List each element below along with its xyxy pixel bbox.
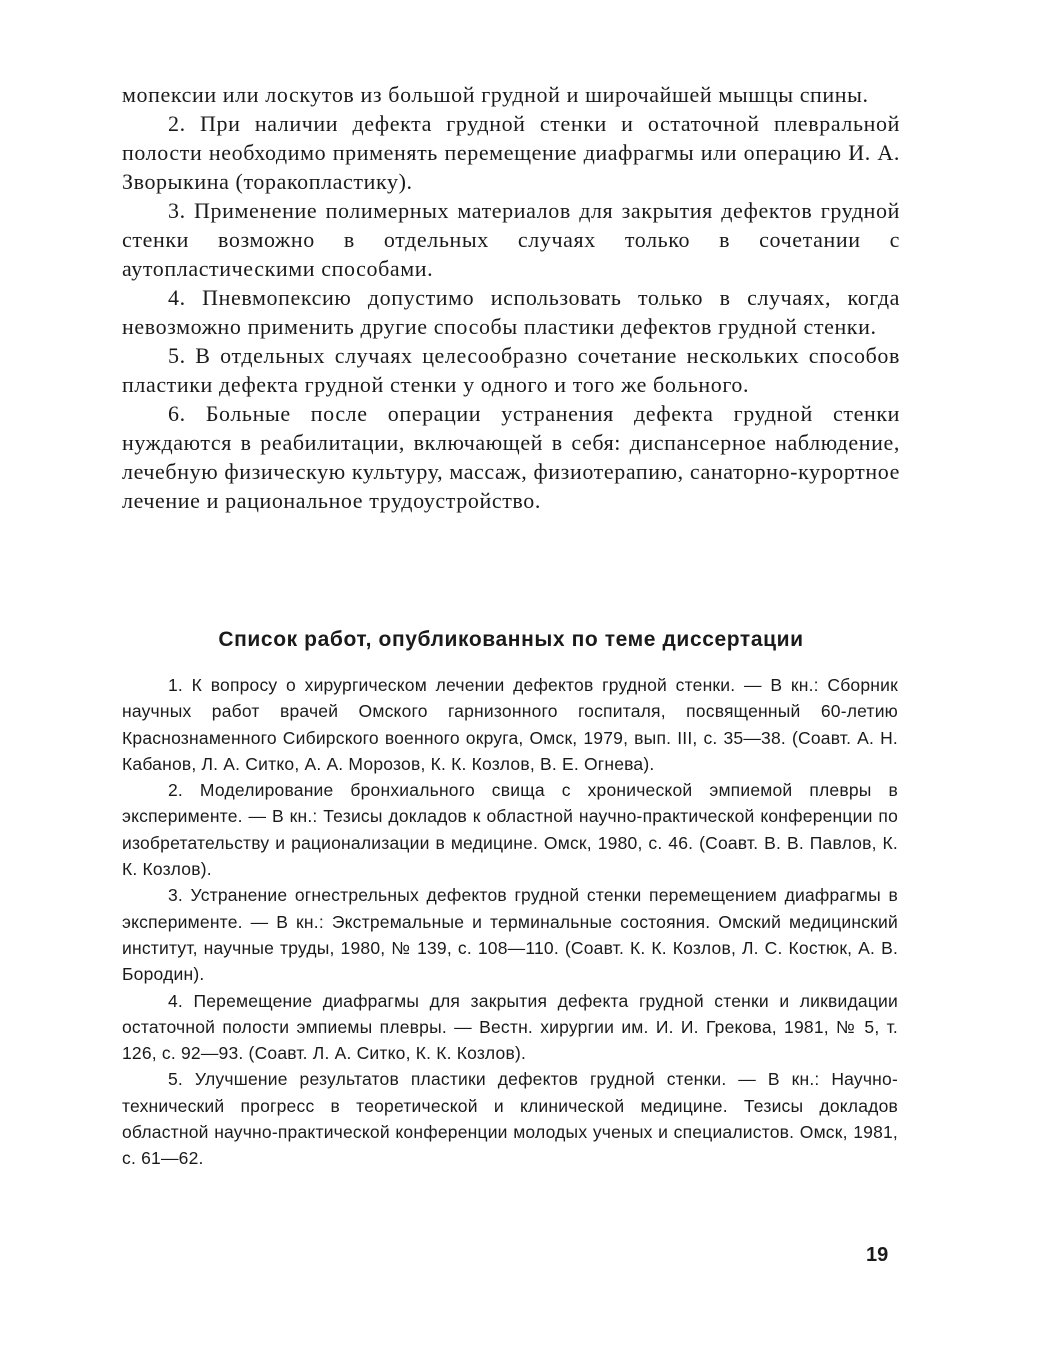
section-title: Список работ, опубликованных по теме диссертации	[218, 628, 804, 651]
publications-list	[122, 672, 898, 1172]
conclusion-item-4: 4. Пневмопексию допустимо использовать только в случаях, когда невозможно применить другие способы пластики дефектов грудной стенки.	[122, 285, 900, 339]
conclusions-list	[122, 80, 900, 515]
page-number: 19	[866, 1244, 889, 1266]
publication-item-1: 1. К вопросу о хирургическом лечении дефектов грудной стенки. — В кн.: Сборник научных работ врачей Омского гарнизонного госпиталя, посвященный 60-летию Краснознаменного Сибирского военного округа, Омск, 1979, вып. III, с. 35—38. (Соавт. А. Н. Кабанов, Л. А. Ситко, А. А. Морозов, К. К. Козлов, В. Е. Огнева).	[122, 675, 898, 774]
publication-item-5: 5. Улучшение результатов пластики дефектов грудной стенки. — В кн.: Научно-технический прогресс в теоретической и клинической медицине. Тезисы докладов областной научно-практической конференции молодых ученых и специалистов. Омск, 1981, с. 61—62.	[122, 1069, 898, 1169]
publication-item-3: 3. Устранение огнестрельных дефектов грудной стенки перемещением диафрагмы в эксперименте. — В кн.: Экстремальные и терминальные состояния. Омский медицинский институт, научные труды, 1980, № 139, с. 108—110. (Соавт. К. К. Козлов, Л. С. Костюк, А. В. Бородин).	[122, 885, 898, 985]
conclusion-item-2: 2. При наличии дефекта грудной стенки и остаточной плевральной полости необходимо применять перемещение диафрагмы или операцию И. А. Зворыкина (торакопластику).	[122, 111, 900, 194]
conclusion-item-3: 3. Применение полимерных материалов для закрытия дефектов грудной стенки возможно в отдельных случаях только в сочетании с аутопластическими способами.	[122, 198, 900, 281]
publication-item-2: 2. Моделирование бронхиального свища с хронической эмпиемой плевры в эксперименте. — В кн.: Тезисы докладов к областной научно-практической конференции по изобретательству и рационализации в медицине. Омск, 1980, с. 46. (Соавт. В. В. Павлов, К. К. Козлов).	[122, 780, 898, 880]
conclusion-item-6: 6. Больные после операции устранения дефекта грудной стенки нуждаются в реабилитации, включающей в себя: диспансерное наблюдение, лечебную физическую культуру, массаж, физиотерапию, санаторно-курортное лечение и рациональное трудоустройство.	[122, 401, 900, 513]
conclusion-continuation: мопексии или лоскутов из большой грудной и широчайшей мышцы спины.	[122, 82, 869, 107]
conclusion-item-5: 5. В отдельных случаях целесообразно сочетание нескольких способов пластики дефекта грудной стенки у одного и того же больного.	[122, 343, 900, 397]
publication-item-4: 4. Перемещение диафрагмы для закрытия дефекта грудной стенки и ликвидации остаточной полости эмпиемы плевры. — Вестн. хирургии им. И. И. Грекова, 1981, № 5, т. 126, с. 92—93. (Соавт. Л. А. Ситко, К. К. Козлов).	[122, 990, 898, 1064]
